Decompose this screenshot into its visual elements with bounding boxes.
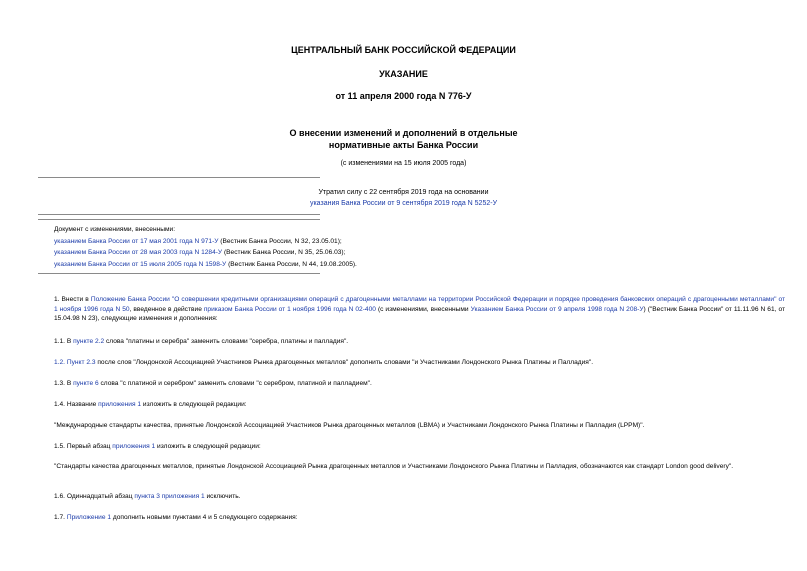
amendment-item: указанием Банка России от 28 мая 2003 года N 1284-У (Вестник Банка России, N 35, 25.06.03); — [54, 249, 346, 256]
paragraph-1-7: 1.7. Приложение 1 дополнить новыми пунктами 4 и 5 следующего содержания: — [54, 514, 298, 521]
paragraph-1: 1. Внести в Положение Банка России "О совершении кредитными организациями операций с драгоценными металлами на территории Российской Федерации и порядке проведения банковских операций с драгоценными металлами" от 1 ноября 1996 года N 50, введенное в действие приказом Банка России от 1 ноября 1996 года N 02-400 (с изменениями, внесенными Указанием Банка России от 9 апреля 1998 года N 208-У) ("Вестник Банка России" от 11.11.96 N 61, от 15.04.98 N 23), следующие изменения и дополнения: — [54, 296, 785, 322]
clause-link[interactable]: пункте 6 — [73, 380, 99, 387]
paragraph-1-3: 1.3. В пункте 6 слова "с платиной и серебром" заменить словами "с серебром, платиной и палладием". — [54, 380, 372, 387]
divider — [38, 273, 320, 274]
order-link[interactable]: приказом Банка России от 1 ноября 1996 года N 02-400 — [203, 305, 376, 313]
doc-title-line2: нормативные акты Банка России — [328, 140, 479, 150]
appendix-link[interactable]: Приложение 1 — [66, 514, 112, 521]
quote-1: "Международные стандарты качества, принятые Лондонской Ассоциацией Участников Рынка драгоценных металлов (LBMA) и Участниками Лондонского Рынка Платины и Палладия (LPPM)". — [54, 422, 645, 429]
clause-link[interactable]: пункте 2.2 — [73, 338, 105, 345]
amendments-list — [54, 224, 357, 270]
divider — [38, 219, 320, 220]
amendment-link[interactable]: указанием Банка России от 17 мая 2001 года N 971-У — [54, 237, 219, 245]
paragraph-1-1: 1.1. В пункте 2.2 слова "платины и серебра" заменить словами "серебра, платины и палладия". — [54, 338, 349, 345]
doc-type: УКАЗАНИЕ — [379, 69, 428, 79]
doc-date: от 11 апреля 2000 года N 776-У — [335, 91, 472, 101]
amendment-item: указанием Банка России от 17 мая 2001 года N 971-У (Вестник Банка России, N 32, 23.05.01); — [54, 237, 342, 245]
amendment-item: указанием Банка России от 15 июля 2005 года N 1598-У (Вестник Банка России, N 44, 19.08.2005). — [54, 260, 357, 268]
divider — [38, 214, 320, 215]
amended-note: (с изменениями на 15 июля 2005 года) — [340, 160, 467, 167]
amendments-intro: Документ с изменениями, внесенными: — [54, 226, 176, 233]
appendix-link[interactable]: приложения 1 — [98, 401, 142, 408]
appendix-link[interactable]: приложения 1 — [112, 443, 156, 450]
appendix-link[interactable]: пункта 3 приложения 1 — [134, 493, 205, 500]
amendment-link[interactable]: указанием Банка России от 15 июля 2005 года N 1598-У — [54, 260, 227, 268]
paragraph-1-4: 1.4. Название приложения 1 изложить в следующей редакции: — [54, 401, 247, 408]
instruction-link[interactable]: Указанием Банка России от 9 апреля 1998 года N 208-У — [470, 305, 644, 313]
amendment-link[interactable]: указанием Банка России от 28 мая 2003 года N 1284-У — [54, 249, 223, 256]
status-line: Утратил силу с 22 сентября 2019 года на основании — [318, 189, 489, 196]
clause-link[interactable]: 1.2. Пункт 2.3 — [54, 359, 96, 366]
status-link[interactable]: указания Банка России от 9 сентября 2019 года N 5252-У — [309, 200, 498, 207]
paragraph-1-6: 1.6. Одиннадцатый абзац пункта 3 приложения 1 исключить. — [54, 493, 241, 500]
divider — [38, 177, 320, 178]
paragraph-1-5: 1.5. Первый абзац приложения 1 изложить в следующей редакции: — [54, 443, 261, 450]
doc-title-line1: О внесении изменений и дополнений в отдельные — [289, 128, 518, 138]
regulation-link[interactable]: Положение Банка России "О совершении кредитными организациями операций с драгоценными металлами на территории Российской Федерации и порядке проведения банковских операций с драгоценными металлами" от 1 ноября 1996 года N 50 — [54, 296, 785, 313]
quote-2: "Стандарты качества драгоценных металлов, принятые Лондонской Ассоциацией Рынка драгоценных металлов и Участниками Лондонского Рынка Платины и Палладия, обозначаются как стандарт London good delivery". — [54, 463, 734, 470]
paragraph-1-2: 1.2. Пункт 2.3 после слов "Лондонской Ассоциацией Участников Рынка драгоценных металлов" дополнить словами "и Участниками Лондонского Рынка Платины и Палладия". — [54, 359, 594, 366]
org-title: ЦЕНТРАЛЬНЫЙ БАНК РОССИЙСКОЙ ФЕДЕРАЦИИ — [291, 45, 516, 55]
